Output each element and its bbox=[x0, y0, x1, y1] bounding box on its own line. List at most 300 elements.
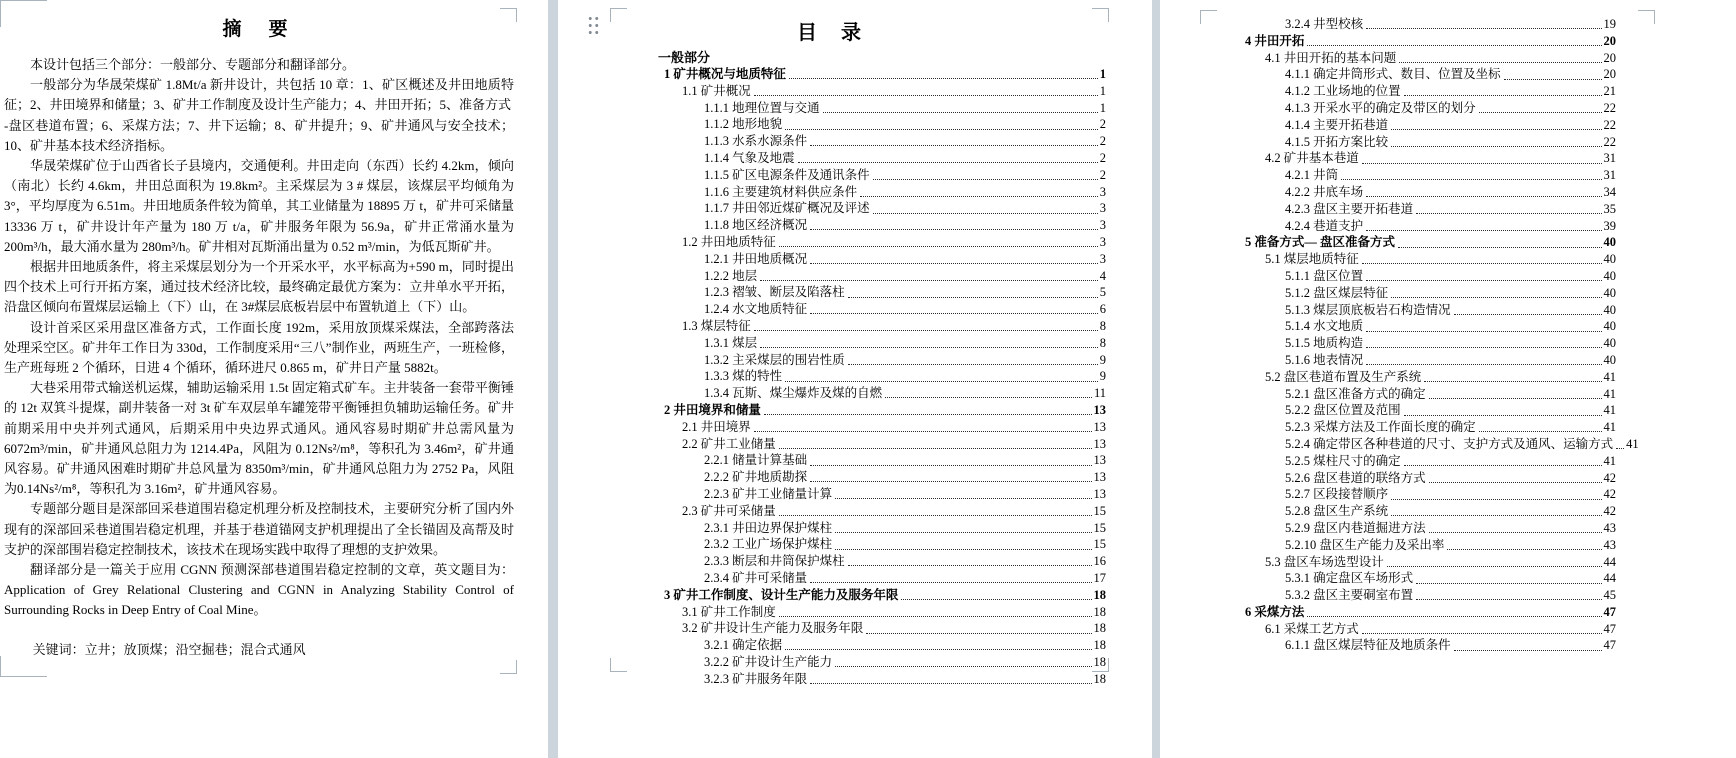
toc-entry[interactable] bbox=[658, 184, 1106, 201]
toc-entry[interactable] bbox=[658, 100, 1106, 117]
toc-entry-label: 4.1.2 工业场地的位置 bbox=[1285, 84, 1401, 99]
margin-crop-mark bbox=[0, 656, 47, 677]
dot-leader bbox=[779, 448, 1092, 449]
toc-page-number: 18 bbox=[1093, 621, 1106, 636]
toc-page-number: 41 bbox=[1603, 369, 1616, 384]
toc-entry[interactable] bbox=[658, 469, 1106, 486]
toc-entry[interactable] bbox=[1245, 352, 1616, 369]
toc-entry[interactable] bbox=[658, 587, 1106, 604]
dot-leader bbox=[754, 95, 1098, 96]
dot-leader bbox=[1366, 364, 1601, 365]
toc-entry[interactable] bbox=[1245, 218, 1616, 235]
dot-leader bbox=[1391, 515, 1601, 516]
toc-entry-label: 2.2.2 矿井地质勘探 bbox=[704, 470, 808, 485]
toc-entry-label: 5.2.9 盘区内巷道掘进方法 bbox=[1285, 520, 1426, 535]
dot-leader bbox=[810, 229, 1098, 230]
toc-entry-label: 1.2.4 水文地质特征 bbox=[704, 302, 808, 317]
toc-entry[interactable] bbox=[1245, 402, 1616, 419]
dot-leader bbox=[1307, 616, 1601, 617]
toc-entry[interactable] bbox=[1245, 587, 1616, 604]
abstract-paragraph: 大巷采用带式输送机运煤，辅助运输采用 1.5t 固定箱式矿车。主井装备一套带平衡锤的 12t 双箕斗提煤，副井装备一对 3t 矿车双层单车罐笼带平衡锤担负辅助运输任务。矿井前期采用中央并列式通风，后期采用中央边界式通风。通风容易时期矿井总需风量为6072m³/min，矿井通风总阻力为 1214.4Pa，风阻为 0.12Ns²/m⁸，等积孔为 3.46m²，矿井通风容易。矿井通风困难时期矿井总风量为 8350m³/min，矿井通风总阻力为 2752 Pa，风阻为0.14Ns²/m⁸，等积孔为 3.16m²，矿井通风容易。 bbox=[4, 380, 514, 497]
toc-entry-label: 1.3.1 煤层 bbox=[704, 335, 758, 350]
toc-entry-label: 3.1 矿井工作制度 bbox=[682, 604, 776, 619]
toc-page-number: 9 bbox=[1099, 369, 1106, 384]
toc-entry[interactable] bbox=[1245, 201, 1616, 218]
toc-entry[interactable] bbox=[1245, 637, 1616, 654]
toc-entry-label: 1.2 井田地质特征 bbox=[682, 234, 776, 249]
toc-entry-label: 5 准备方式— 盘区准备方式 bbox=[1245, 235, 1396, 250]
toc-page-number: 17 bbox=[1093, 570, 1106, 585]
toc-entry[interactable] bbox=[658, 637, 1106, 654]
toc-entry-label: 2.3.4 矿井可采储量 bbox=[704, 570, 808, 585]
toc-entry[interactable] bbox=[1245, 453, 1616, 470]
toc-entry-label: 4.2.1 井筒 bbox=[1285, 168, 1339, 183]
dot-leader bbox=[1429, 398, 1602, 399]
toc-page-number: 3 bbox=[1099, 234, 1106, 249]
toc-entry-label: 5.1.6 地表情况 bbox=[1285, 352, 1364, 367]
toc-entry-label: 5.3 盘区车场选型设计 bbox=[1265, 554, 1384, 569]
toc-entry-label: 6.1.1 盘区煤层特征及地质条件 bbox=[1285, 638, 1451, 653]
dot-leader bbox=[810, 582, 1091, 583]
abstract-title: 摘 要 bbox=[222, 19, 292, 40]
dot-leader bbox=[1362, 163, 1602, 164]
toc-page-number: 16 bbox=[1093, 554, 1106, 569]
toc-page-number: 18 bbox=[1093, 638, 1106, 653]
toc-entry-label: 2.3.1 井田边界保护煤柱 bbox=[704, 520, 833, 535]
toc-page-number: 15 bbox=[1093, 520, 1106, 535]
toc-entry[interactable] bbox=[1245, 386, 1616, 403]
toc-page-number: 22 bbox=[1603, 134, 1616, 149]
dot-leader bbox=[835, 549, 1091, 550]
toc-page-number: 40 bbox=[1603, 319, 1616, 334]
dot-leader bbox=[1416, 213, 1601, 214]
margin-crop-mark bbox=[1092, 658, 1109, 672]
dot-leader bbox=[810, 145, 1098, 146]
toc-entry-label: 5.1 煤层地质特征 bbox=[1265, 252, 1359, 267]
toc-page-number: 4 bbox=[1099, 268, 1106, 283]
dot-leader bbox=[754, 330, 1098, 331]
toc-entry[interactable] bbox=[1245, 33, 1616, 50]
toc-entry[interactable] bbox=[658, 486, 1106, 503]
toc-entry-label: 6 采煤方法 bbox=[1245, 604, 1305, 619]
toc-page-number: 13 bbox=[1093, 402, 1106, 417]
dot-leader bbox=[1454, 650, 1602, 651]
dot-leader bbox=[873, 213, 1098, 214]
toc-page-number: 45 bbox=[1603, 588, 1616, 603]
dot-leader bbox=[810, 481, 1091, 482]
abstract-page bbox=[0, 0, 548, 758]
toc-entry[interactable] bbox=[1245, 503, 1616, 520]
dot-leader bbox=[1404, 465, 1602, 466]
dot-leader bbox=[860, 196, 1098, 197]
dot-leader bbox=[1366, 280, 1601, 281]
toc-entry-label: 4.2.4 巷道支护 bbox=[1285, 218, 1364, 233]
toc-entry-label: 5.1.1 盘区位置 bbox=[1285, 268, 1364, 283]
toc-entry-label: 1.1.4 气象及地震 bbox=[704, 150, 795, 165]
toc-entry-label: 5.2.7 区段接替顺序 bbox=[1285, 487, 1389, 502]
dot-leader bbox=[1479, 431, 1602, 432]
toc-entry-label: 1.1.2 地形地貌 bbox=[704, 117, 783, 132]
toc-entry-label: 5.2 盘区巷道布置及生产系统 bbox=[1265, 369, 1422, 384]
toc-entry-label: 3.2.4 井型校核 bbox=[1285, 17, 1364, 31]
toc-page-number: 18 bbox=[1093, 671, 1106, 686]
abstract-paragraph: -盘区巷道布置；6、采煤方法；7、井下运输；8、矿井提升；9、矿井通风与安全技术；10、矿井基本技术经济指标。 bbox=[4, 117, 514, 153]
toc-entry-label: 1.2.1 井田地质概况 bbox=[704, 251, 808, 266]
toc-entry-label: 2 井田境界和储量 bbox=[664, 402, 761, 417]
toc-entry[interactable] bbox=[1245, 234, 1616, 251]
dot-leader bbox=[1479, 112, 1602, 113]
toc-entry[interactable] bbox=[1245, 621, 1616, 638]
toc-page-number: 3 bbox=[1099, 201, 1106, 216]
toc-entry-label: 4.2 矿井基本巷道 bbox=[1265, 151, 1359, 166]
toc-page-number: 31 bbox=[1603, 168, 1616, 183]
toc-entry-label: 1.3 煤层特征 bbox=[682, 318, 751, 333]
dot-leader bbox=[835, 666, 1091, 667]
dot-leader bbox=[848, 297, 1098, 298]
toc-page-number: 31 bbox=[1603, 151, 1616, 166]
toc-page-1 bbox=[558, 0, 1152, 758]
abstract-paragraph: 一般部分为华晟荣煤矿 1.8Mt/a 新井设计，共包括 10 章：1、矿区概述及井田地质特征；2、井田境界和储量；3、矿井工作制度及设计生产能力；4、井田开拓；5、准备方式 bbox=[4, 77, 514, 113]
toc-entry-label: 1.1.1 地理位置与交通 bbox=[704, 100, 820, 115]
toc-entry[interactable] bbox=[658, 352, 1106, 369]
dot-leader bbox=[785, 381, 1098, 382]
dot-leader bbox=[1366, 230, 1601, 231]
dot-leader bbox=[810, 465, 1091, 466]
abstract-paragraph: 翻译部分是一篇关于应用 CGNN 预测深部巷道围岩稳定控制的文章，英文题目为：Application of Grey Relational Clustering and CGNN in Analyzing Stability Control of Surrounding Rocks in Deep Entry of Coal Mine。 bbox=[4, 562, 514, 618]
dot-leader bbox=[810, 263, 1098, 264]
toc-entry[interactable] bbox=[1245, 537, 1616, 554]
dot-leader bbox=[1404, 95, 1602, 96]
abstract-paragraph: 设计首采区采用盘区准备方式，工作面长度 192m，采用放顶煤采煤法，全部跨落法处理采空区。矿井年工作日为 330d，工作制度采用“三八”制作业，两班生产，一班检修， 生产班每班 2 个循环，日进 4 个循环，循环进尺 0.865 m，矿井日产量 5882t。 bbox=[4, 319, 514, 376]
dot-leader bbox=[873, 179, 1098, 180]
toc-entry-label: 5.2.6 盘区巷道的联络方式 bbox=[1285, 470, 1426, 485]
dot-leader bbox=[785, 649, 1091, 650]
drag-handle-icon[interactable] bbox=[586, 14, 599, 35]
toc-page-number: 20 bbox=[1603, 67, 1616, 82]
toc-entry-label: 1.3.2 主采煤层的围岩性质 bbox=[704, 352, 845, 367]
dot-leader bbox=[1447, 549, 1601, 550]
toc-entry-label: 4.1.4 主要开拓巷道 bbox=[1285, 117, 1389, 132]
toc-entry-label: 2.1 井田境界 bbox=[682, 419, 751, 434]
margin-crop-mark bbox=[610, 658, 627, 672]
toc-entry[interactable] bbox=[1245, 318, 1616, 335]
dot-leader bbox=[835, 498, 1091, 499]
toc-entry-label: 4.1.1 确定井筒形式、数目、位置及坐标 bbox=[1285, 67, 1501, 82]
toc-entry-label: 1.3.3 煤的特性 bbox=[704, 369, 783, 384]
dot-leader bbox=[810, 683, 1091, 684]
toc-page-number: 47 bbox=[1603, 604, 1616, 619]
toc-entry[interactable] bbox=[658, 133, 1106, 150]
toc-page-number: 41 bbox=[1603, 403, 1616, 418]
toc-page-number: 41 bbox=[1603, 453, 1616, 468]
toc-entry[interactable] bbox=[1245, 167, 1616, 184]
toc-page-number: 43 bbox=[1603, 520, 1616, 535]
toc-entry[interactable] bbox=[658, 284, 1106, 301]
toc-entry-label: 1.3.4 瓦斯、煤尘爆炸及煤的自燃 bbox=[704, 386, 883, 401]
toc-entry-label: 5.1.4 水文地质 bbox=[1285, 319, 1364, 334]
toc-entry-label: 5.2.8 盘区生产系统 bbox=[1285, 504, 1389, 519]
toc-entry-label: 3.2.3 矿井服务年限 bbox=[704, 671, 808, 686]
toc-page-number: 42 bbox=[1603, 504, 1616, 519]
toc-entry[interactable] bbox=[1245, 150, 1616, 167]
dot-leader bbox=[1366, 347, 1601, 348]
toc-entry[interactable] bbox=[1245, 100, 1616, 117]
toc-entry-label: 4.1.3 开采水平的确定及带区的划分 bbox=[1285, 100, 1476, 115]
toc-entry-label: 4 井田开拓 bbox=[1245, 33, 1305, 48]
toc-page-number: 2 bbox=[1099, 134, 1106, 149]
toc-entry[interactable] bbox=[658, 419, 1106, 436]
toc-page-number: 40 bbox=[1603, 352, 1616, 367]
toc-entry-label: 5.1.5 地质构造 bbox=[1285, 336, 1364, 351]
toc-page-number: 21 bbox=[1603, 84, 1616, 99]
toc-entry-label: 5.3.1 确定盘区车场形式 bbox=[1285, 571, 1414, 586]
toc-entry-label: 5.2.5 煤柱尺寸的确定 bbox=[1285, 453, 1401, 468]
toc-entry[interactable] bbox=[1245, 117, 1616, 134]
toc-entry[interactable] bbox=[1245, 16, 1616, 33]
toc-entry[interactable] bbox=[658, 66, 1106, 83]
toc-entry[interactable] bbox=[658, 217, 1106, 234]
toc-page-number: 13 bbox=[1093, 470, 1106, 485]
dot-leader bbox=[1362, 263, 1602, 264]
dot-leader bbox=[1341, 179, 1601, 180]
dot-leader bbox=[1416, 583, 1601, 584]
toc-entry-label: 2.3 矿井可采储量 bbox=[682, 503, 776, 518]
toc-entry-label: 1.1.3 水系水源条件 bbox=[704, 134, 808, 149]
toc-entry-label: 1.1 矿井概况 bbox=[682, 83, 751, 98]
toc-entry-label: 4.1 井田开拓的基本问题 bbox=[1265, 50, 1397, 65]
toc-entry-label: 2.2.1 储量计算基础 bbox=[704, 453, 808, 468]
toc-entry-label: 2.3.3 断层和井筒保护煤柱 bbox=[704, 554, 845, 569]
toc-entry[interactable] bbox=[658, 604, 1106, 621]
toc-entry[interactable] bbox=[658, 553, 1106, 570]
toc-entry[interactable] bbox=[658, 251, 1106, 268]
toc-entry[interactable] bbox=[1245, 604, 1616, 621]
toc-entry[interactable] bbox=[1245, 50, 1616, 67]
margin-crop-mark bbox=[1638, 10, 1655, 24]
dot-leader bbox=[1307, 45, 1601, 46]
dot-leader bbox=[1416, 599, 1601, 600]
toc-page-number: 34 bbox=[1603, 184, 1616, 199]
margin-crop-mark bbox=[500, 8, 517, 22]
toc-page-number: 13 bbox=[1093, 419, 1106, 434]
toc-entry-label: 2.2 矿井工业储量 bbox=[682, 436, 776, 451]
dot-leader bbox=[764, 414, 1092, 415]
toc-page-number: 35 bbox=[1603, 201, 1616, 216]
toc-page-number: 1 bbox=[1099, 67, 1106, 81]
toc-entry[interactable] bbox=[1245, 83, 1616, 100]
toc-entry[interactable] bbox=[658, 150, 1106, 167]
toc-entry[interactable] bbox=[658, 402, 1106, 419]
abstract-body bbox=[4, 55, 514, 621]
toc-entry-label: 5.2.3 采煤方法及工作面长度的确定 bbox=[1285, 420, 1476, 435]
toc-entry-label: 5.2.1 盘区准备方式的确定 bbox=[1285, 386, 1426, 401]
toc-entry[interactable] bbox=[1245, 554, 1616, 571]
toc-page-number: 42 bbox=[1603, 470, 1616, 485]
dot-leader bbox=[1504, 79, 1602, 80]
toc-page-number: 40 bbox=[1603, 268, 1616, 283]
toc-page-number: 1 bbox=[1099, 100, 1106, 115]
toc-entry[interactable] bbox=[1245, 268, 1616, 285]
toc-page-number: 40 bbox=[1603, 252, 1616, 267]
toc-entry[interactable] bbox=[1245, 285, 1616, 302]
toc-list-page1 bbox=[658, 66, 1106, 687]
toc-page-number: 13 bbox=[1093, 453, 1106, 468]
toc-entry-label: 4.2.2 井底车场 bbox=[1285, 184, 1364, 199]
toc-entry-label: 2.3.2 工业广场保护煤柱 bbox=[704, 537, 833, 552]
toc-entry[interactable] bbox=[1245, 369, 1616, 386]
dot-leader bbox=[789, 78, 1098, 79]
toc-entry[interactable] bbox=[658, 520, 1106, 537]
toc-entry[interactable] bbox=[1245, 520, 1616, 537]
dot-leader bbox=[1366, 28, 1601, 29]
dot-leader bbox=[779, 246, 1098, 247]
toc-entry[interactable] bbox=[1245, 335, 1616, 352]
dot-leader bbox=[1429, 532, 1602, 533]
toc-entry-label: 4.2.3 盘区主要开拓巷道 bbox=[1285, 201, 1414, 216]
toc-page-number: 19 bbox=[1603, 17, 1616, 31]
toc-entry-label: 6.1 采煤工艺方式 bbox=[1265, 621, 1359, 636]
margin-crop-mark bbox=[500, 660, 517, 674]
dot-leader bbox=[810, 313, 1098, 314]
toc-entry-label: 3.2 矿井设计生产能力及服务年限 bbox=[682, 621, 864, 636]
toc-page-number: 22 bbox=[1603, 117, 1616, 132]
toc-entry-label: 1.1.7 井田邻近煤矿概况及评述 bbox=[704, 201, 870, 216]
toc-page-number: 13 bbox=[1093, 486, 1106, 501]
toc-page-number: 18 bbox=[1093, 587, 1106, 602]
toc-page-number: 41 bbox=[1626, 436, 1639, 451]
dot-leader bbox=[779, 515, 1092, 516]
toc-page-number: 1 bbox=[1099, 83, 1106, 98]
dot-leader bbox=[1391, 499, 1601, 500]
toc-page-number: 2 bbox=[1099, 150, 1106, 165]
toc-entry[interactable] bbox=[658, 368, 1106, 385]
toc-title: 目 录 bbox=[797, 22, 863, 44]
abstract-paragraph: 华晟荣煤矿位于山西省长子县境内，交通便利。井田走向（东西）长约 4.2km，倾向（南北）长约 4.6km，井田总面积为 19.8km²。主采煤层为 3 # 煤层，该煤层平均倾角为 3°，平均厚度为 6.51m。井田地质条件较为简单，其工业储量为 18895 万 t，矿井可采储量 13336 万 t，矿井设计年产量为 180 万 t/a，矿井服务年限为 56.9a，矿井正常涌水量为 200m³/h，最大涌水量为 280m³/h。矿井相对瓦斯涌出量为 0.52 m³/min，为低瓦斯矿井。 bbox=[4, 158, 514, 254]
toc-entry[interactable] bbox=[1245, 302, 1616, 319]
toc-entry[interactable] bbox=[658, 335, 1106, 352]
toc-page-number: 2 bbox=[1099, 117, 1106, 132]
toc-entry[interactable] bbox=[658, 385, 1106, 402]
toc-page-number: 40 bbox=[1603, 235, 1616, 250]
toc-entry-label: 5.3.2 盘区主要硐室布置 bbox=[1285, 588, 1414, 603]
dot-leader bbox=[1391, 297, 1601, 298]
toc-page-number: 3 bbox=[1099, 218, 1106, 233]
dot-leader bbox=[823, 112, 1098, 113]
toc-page-number: 5 bbox=[1099, 285, 1106, 300]
toc-page-number: 18 bbox=[1093, 604, 1106, 619]
dot-leader bbox=[1454, 314, 1602, 315]
toc-entry[interactable] bbox=[658, 301, 1106, 318]
toc-page-number: 8 bbox=[1099, 318, 1106, 333]
dot-leader bbox=[1616, 448, 1624, 449]
dot-leader bbox=[1366, 331, 1601, 332]
toc-entry[interactable] bbox=[658, 654, 1106, 671]
toc-entry[interactable] bbox=[658, 570, 1106, 587]
dot-leader bbox=[835, 532, 1091, 533]
toc-entry[interactable] bbox=[658, 116, 1106, 133]
dot-leader bbox=[848, 364, 1098, 365]
toc-entry[interactable] bbox=[1245, 134, 1616, 151]
dot-leader bbox=[901, 599, 1091, 600]
toc-entry[interactable] bbox=[1245, 251, 1616, 268]
dot-leader bbox=[760, 347, 1098, 348]
toc-entry[interactable] bbox=[658, 167, 1106, 184]
toc-page-number: 8 bbox=[1099, 335, 1106, 350]
dot-leader bbox=[1366, 196, 1601, 197]
toc-page-2 bbox=[1160, 0, 1736, 758]
toc-page-number: 41 bbox=[1603, 386, 1616, 401]
toc-entry[interactable] bbox=[658, 234, 1106, 251]
toc-page-number: 6 bbox=[1099, 302, 1106, 317]
toc-page-number: 2 bbox=[1099, 167, 1106, 182]
toc-page-number: 41 bbox=[1603, 420, 1616, 435]
keywords-line: 关键词：立井；放顶煤；沿空掘巷；混合式通风 bbox=[32, 641, 306, 657]
toc-page-number: 40 bbox=[1603, 285, 1616, 300]
abstract-paragraph: 本设计包括三个部分：一般部分、专题部分和翻译部分。 bbox=[30, 57, 356, 72]
toc-page-number: 13 bbox=[1093, 436, 1106, 451]
toc-entry-label: 1.1.8 地区经济概况 bbox=[704, 218, 808, 233]
dot-leader bbox=[1429, 482, 1602, 483]
toc-entry[interactable] bbox=[658, 200, 1106, 217]
toc-entry[interactable] bbox=[658, 503, 1106, 520]
toc-page-number: 47 bbox=[1603, 621, 1616, 636]
toc-entry-label: 1.1.5 矿区电源条件及通讯条件 bbox=[704, 167, 870, 182]
margin-crop-mark bbox=[610, 8, 627, 22]
dot-leader bbox=[1424, 381, 1601, 382]
dot-leader bbox=[885, 397, 1092, 398]
toc-entry-label: 2.2.3 矿井工业储量计算 bbox=[704, 486, 833, 501]
toc-entry[interactable] bbox=[658, 318, 1106, 335]
toc-entry[interactable] bbox=[1245, 570, 1616, 587]
dot-leader bbox=[1391, 129, 1601, 130]
toc-entry[interactable] bbox=[1245, 184, 1616, 201]
toc-entry[interactable] bbox=[658, 268, 1106, 285]
toc-entry-label: 3 矿井工作制度、设计生产能力及服务年限 bbox=[664, 587, 899, 602]
dot-leader bbox=[1399, 62, 1601, 63]
margin-crop-mark bbox=[0, 0, 47, 27]
toc-page-number: 20 bbox=[1603, 33, 1616, 48]
toc-entry[interactable] bbox=[658, 671, 1106, 688]
toc-page-number: 44 bbox=[1603, 571, 1616, 586]
toc-entry[interactable] bbox=[1245, 66, 1616, 83]
toc-entry[interactable] bbox=[1245, 470, 1616, 487]
abstract-paragraph: 根据井田地质条件，将主采煤层划分为一个开采水平，水平标高为+590 m，同时提出四个技术上可行开拓方案，通过技术经济比较，最终确定最优方案为：立井单水平开拓， 沿盘区倾向布置煤层运输上（下）山，在 3#煤层底板岩层中布置轨道上（下）山。 bbox=[4, 259, 514, 315]
toc-entry[interactable] bbox=[658, 83, 1106, 100]
toc-entry[interactable] bbox=[1245, 486, 1616, 503]
toc-page-number: 39 bbox=[1603, 218, 1616, 233]
toc-entry-label: 5.1.3 煤层顶底板岩石构造情况 bbox=[1285, 302, 1451, 317]
toc-entry[interactable] bbox=[658, 536, 1106, 553]
toc-page-number: 47 bbox=[1603, 638, 1616, 653]
dot-leader bbox=[1391, 146, 1601, 147]
toc-page-number: 3 bbox=[1099, 184, 1106, 199]
toc-entry-label: 3.2.1 确定依据 bbox=[704, 638, 783, 653]
dot-leader bbox=[848, 565, 1092, 566]
toc-entry[interactable] bbox=[658, 436, 1106, 453]
toc-entry[interactable] bbox=[658, 620, 1106, 637]
dot-leader bbox=[1362, 633, 1602, 634]
dot-leader bbox=[1404, 415, 1602, 416]
toc-entry[interactable] bbox=[1245, 419, 1616, 436]
toc-entry-label: 5.2.10 盘区生产能力及采出率 bbox=[1285, 537, 1445, 552]
toc-entry[interactable] bbox=[1245, 436, 1639, 453]
toc-entry-label: 5.1.2 盘区煤层特征 bbox=[1285, 285, 1389, 300]
toc-entry-label: 1.2.3 褶皱、断层及陷落柱 bbox=[704, 285, 845, 300]
toc-entry[interactable] bbox=[658, 452, 1106, 469]
dot-leader bbox=[760, 280, 1098, 281]
dot-leader bbox=[754, 431, 1092, 432]
toc-page-number: 43 bbox=[1603, 537, 1616, 552]
